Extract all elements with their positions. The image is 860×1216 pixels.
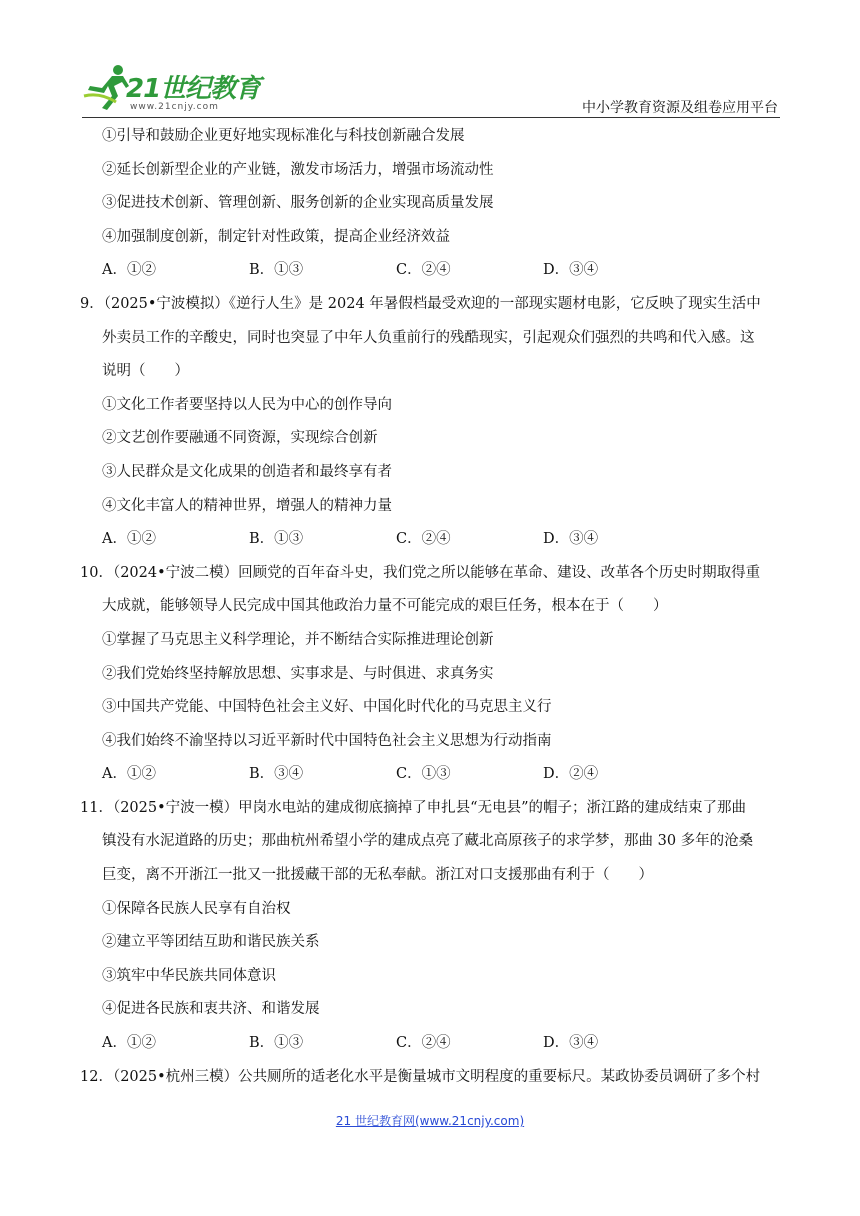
q9-option-a: A．①② (102, 531, 156, 548)
q11-stem-line-3: 巨变，离不开浙江一批又一批援藏干部的无私奉献。浙江对口支援那曲有利于（ ） (102, 867, 653, 884)
q9-statement-2: ②文艺创作要融通不同资源，实现综合创新 (102, 430, 378, 447)
q8-option-a: A．①② (102, 262, 156, 279)
q10-statement-4: ④我们始终不渝坚持以习近平新时代中国特色社会主义思想为行动指南 (102, 732, 552, 749)
q11-options (102, 1027, 782, 1061)
q10-option-b: B．③④ (249, 766, 304, 783)
runner-logo-icon (82, 62, 130, 112)
q9-stem-line-1: 9．（2025•宁波模拟）《逆行人生》是 2024 年暑假档最受欢迎的一部现实题材电影，它反映了现实生活中 (80, 295, 761, 312)
q8-option-c: C．②④ (396, 262, 451, 279)
q9-option-c: C．②④ (396, 531, 451, 548)
page-footer (0, 1112, 860, 1129)
q9-statement-1: ①文化工作者要坚持以人民为中心的创作导向 (102, 396, 392, 413)
q8-options (102, 254, 782, 288)
q9-options (102, 523, 782, 557)
q9-stem-line-2: 外卖员工作的辛酸史，同时也突显了中年人负重前行的残酷现实，引起观众们强烈的共鸣和代入感。这 (102, 329, 755, 346)
q11-option-c: C．②④ (396, 1035, 451, 1052)
q10-option-c: C．①③ (396, 766, 451, 783)
q11-statement-4: ④促进各民族和衷共济、和谐发展 (102, 1001, 320, 1018)
q8-statement-1: ①引导和鼓励企业更好地实现标准化与科技创新融合发展 (102, 128, 465, 144)
q10-statement-1: ①掌握了马克思主义科学理论，并不断结合实际推进理论创新 (102, 631, 494, 648)
q12-stem-line-1: 12．（2025•杭州三模）公共厕所的适老化水平是衡量城市文明程度的重要标尺。某政协委员调研了多个村 (80, 1068, 761, 1085)
q11-stem-line-2: 镇没有水泥道路的历史；那曲杭州希望小学的建成点亮了藏北高原孩子的求学梦，那曲 30 多年的沧桑 (102, 833, 754, 850)
q9-stem-line-3: 说明（ ） (102, 363, 189, 380)
q8-statement-2: ②延长创新型企业的产业链，激发市场活力，增强市场流动性 (102, 161, 494, 178)
q9-option-d: D．③④ (543, 531, 599, 548)
document-body (80, 120, 782, 1094)
q10-option-d: D．②④ (543, 766, 599, 783)
logo-text: 21世纪教育 (126, 74, 261, 104)
q11-option-a: A．①② (102, 1035, 156, 1052)
q11-statement-1: ①保障各民族人民享有自治权 (102, 900, 291, 917)
page-header (82, 60, 780, 122)
q10-stem-line-2: 大成就，能够领导人民完成中国其他政治力量不可能完成的艰巨任务，根本在于（ ） (102, 598, 668, 615)
q9-option-b: B．①③ (249, 531, 304, 548)
footer-link[interactable]: 21 世纪教育网(www.21cnjy.com) (335, 1114, 525, 1128)
q11-stem-line-1: 11．（2025•宁波一模）甲岗水电站的建成彻底摘掉了申扎县“无电县”的帽子；浙江路的建成结束了那曲 (80, 799, 746, 816)
q10-options (102, 758, 782, 792)
q11-option-b: B．①③ (249, 1035, 304, 1052)
q11-statement-3: ③筑牢中华民族共同体意识 (102, 967, 276, 984)
q8-option-d: D．③④ (543, 262, 599, 279)
q10-option-a: A．①② (102, 766, 156, 783)
q9-statement-4: ④文化丰富人的精神世界，增强人的精神力量 (102, 497, 392, 514)
q8-option-b: B．①③ (249, 262, 304, 279)
header-divider (82, 117, 780, 118)
q10-statement-2: ②我们党始终坚持解放思想、实事求是、与时俱进、求真务实 (102, 665, 494, 682)
q10-stem-line-1: 10．（2024•宁波二模）回顾党的百年奋斗史，我们党之所以能够在革命、建设、改革各个历史时期取得重 (80, 564, 761, 581)
q9-statement-3: ③人民群众是文化成果的创造者和最终享有者 (102, 463, 392, 480)
q11-option-d: D．③④ (543, 1035, 599, 1052)
q8-statement-4: ④加强制度创新，制定针对性政策，提高企业经济效益 (102, 228, 450, 245)
q10-statement-3: ③中国共产党能、中国特色社会主义好、中国化时代化的马克思主义行 (102, 699, 552, 716)
q8-statement-3: ③促进技术创新、管理创新、服务创新的企业实现高质量发展 (102, 195, 494, 212)
platform-name: 中小学教育资源及组卷应用平台 (582, 100, 778, 116)
q11-statement-2: ②建立平等团结互助和谐民族关系 (102, 934, 320, 951)
logo-subtext: www.21cnjy.com (130, 102, 219, 112)
logo (82, 62, 261, 116)
